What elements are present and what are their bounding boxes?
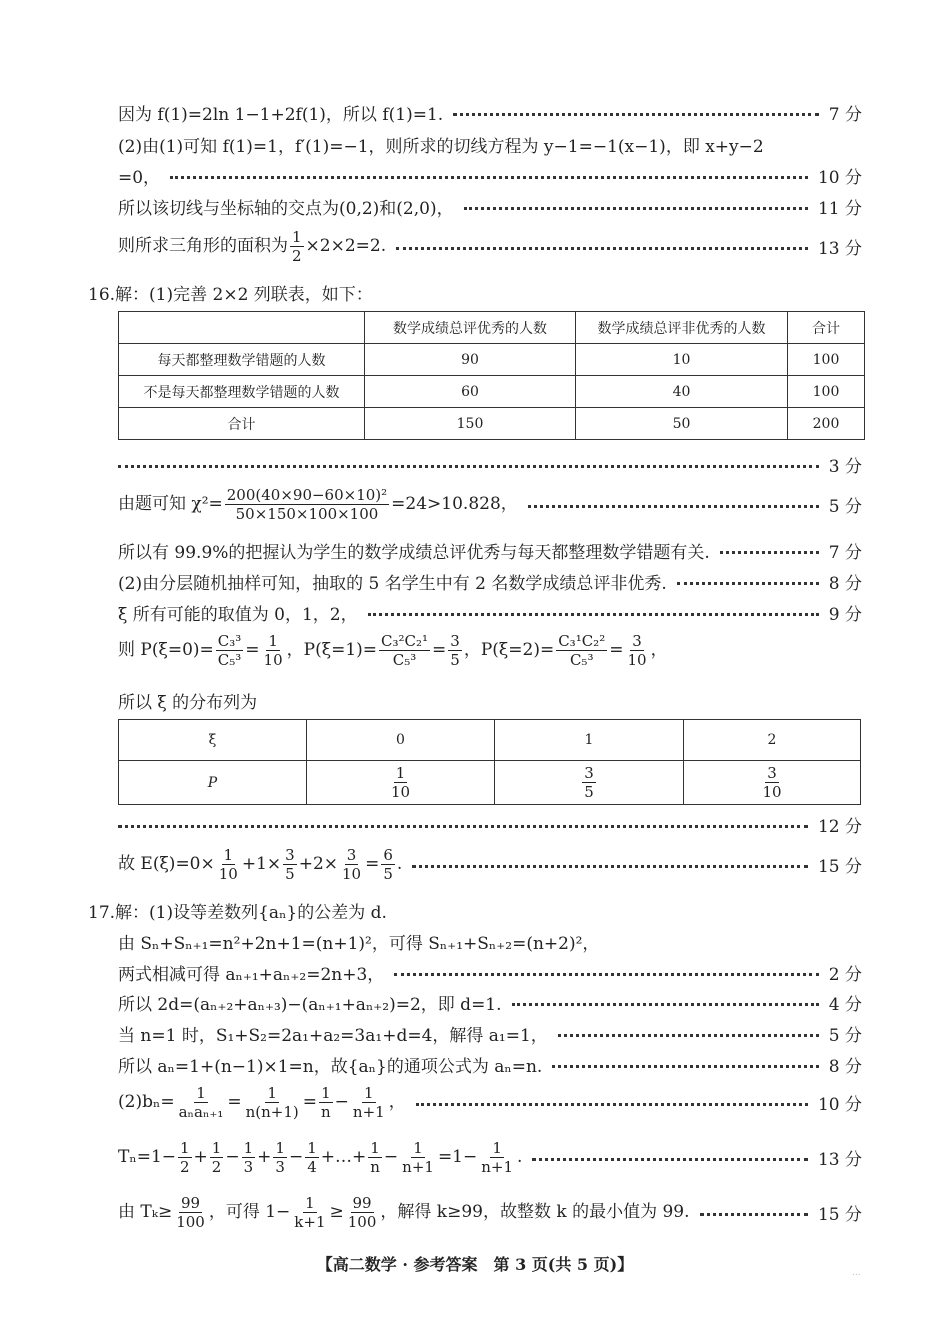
leader-dots [118,465,819,468]
score-label: 9 分 [828,605,862,625]
table-row: P $\frac{1}{10}$ $\frac{3}{5}$ $\frac{3}{10}$ [119,761,861,805]
fraction: $\frac{3}{10}$ [627,632,647,669]
fraction: $\frac{99}{100}$ [176,1194,205,1231]
score-label: 5 分 [828,497,862,517]
score-label: 7 分 [828,543,862,563]
leader-dots [720,551,819,554]
score-label: 8 分 [828,574,862,594]
answer-line: 因为 f(1)=2ln 1−1+2f(1)，所以 f(1)=1. 7 分 [118,100,862,125]
answer-line: 所以该切线与坐标轴的交点为(0,2)和(2,0)， 11 分 [118,194,862,219]
score-label: 5 分 [828,1026,862,1046]
leader-dots [453,113,819,116]
fraction: $\frac{1}{k+1}$ [294,1194,326,1231]
answer-line: 故 E(ξ)=0× $\frac{1}{10}$ +1× $\frac{3}{5}$ +2× $\frac{3}{10}$ = $\frac{6}{5}$ . 15 分 [118,846,862,883]
fraction: $\frac{\text{C₃¹C₂²}}{\text{C₅³}}$ [558,632,606,669]
fraction: $\frac{1}{10}$ [390,764,411,801]
fraction: $\frac{1}{2}$ [292,228,302,265]
fraction: $\frac{3}{5}$ [584,764,594,801]
score-label: 13 分 [817,1150,862,1170]
fraction: $\frac{1}{4}$ [307,1139,317,1176]
leader-dots [170,176,808,179]
leader-dots [412,865,808,868]
answer-line [118,812,862,837]
fraction: $\frac{1}{n(n+1)}$ [245,1084,299,1121]
fraction: $\frac{1}{3}$ [243,1139,254,1176]
score-label: 4 分 [828,995,862,1015]
fraction: $\frac{1}{\text{aₙaₙ₊₁}}$ [178,1084,224,1121]
fraction: $\frac{\text{200(40×90−60×10)²}}{50\times 150\times 100\times 100}$ [226,486,388,523]
fraction: $\frac{1}{2}$ [180,1139,190,1176]
fraction: $\frac{1}{3}$ [275,1139,285,1176]
fraction: $\frac{1}{n+1}$ [481,1139,514,1176]
answer-line: (2)由分层随机抽样可知，抽取的 5 名学生中有 2 名数学成绩总评非优秀. 8 分 [118,569,862,594]
fraction: $\frac{3}{5}$ [285,846,295,883]
leader-dots [118,825,808,828]
score-label: 2 分 [828,965,862,985]
leader-dots [394,973,818,976]
leader-dots [512,1003,819,1006]
fraction: $\frac{3}{5}$ [450,632,460,669]
answer-line [118,452,862,477]
answer-line: 由 Sₙ+Sₙ₊₁=n²+2n+1=(n+1)²，可得 Sₙ₊₁+Sₙ₊₂=(n+2)²， [118,934,600,954]
corner-mark: ... [852,1268,861,1278]
answer-line: 则 P(ξ=0)= $\frac{\text{C₃³}}{\text{C₅³}}$ = $\frac{1}{10}$ ，P(ξ=1)= $\frac{\text{C₃²C₂¹}}{\text{C₅³}}$ = $\frac{3}{5}$ ，P(ξ=2)= $\frac{\text{C₃¹C₂²}}{\text{C₅³}}$ = $\frac{3}{10}$ ， [118,632,668,669]
answer-line: 所以 ξ 的分布列为 [118,693,258,713]
leader-dots [528,505,819,508]
answer-line: 当 n=1 时，S₁+S₂=2a₁+a₂=3a₁+d=4，解得 a₁=1， 5 分 [118,1021,862,1046]
leader-dots [464,207,808,210]
score-label: 7 分 [828,105,862,125]
fraction: $\frac{99}{100}$ [347,1194,377,1231]
fraction: $\frac{1}{n+1}$ [352,1084,385,1121]
table-row: 合计 150 50 200 [119,408,865,440]
fraction: $\frac{\text{C₃²C₂¹}}{\text{C₅³}}$ [381,632,429,669]
leader-dots [700,1213,808,1216]
score-label: 12 分 [817,817,862,837]
fraction: $\frac{1}{10}$ [218,846,238,883]
answer-line: 由题可知 χ²= $\frac{\text{200(40×90−60×10)²}}{50\times 150\times 100\times 100}$ =24>10.828， 5 分 [118,486,862,523]
distribution-table [118,719,861,805]
page-footer: 【高二数学 · 参考答案 第 3 页(共 5 页)】 [316,1255,634,1274]
table-row: 不是每天都整理数学错题的人数 60 40 100 [119,376,865,408]
fraction: $\frac{1}{2}$ [211,1139,222,1176]
leader-dots [416,1103,808,1106]
leader-dots [558,1034,819,1037]
score-label: 3 分 [828,457,862,477]
table-header-row: ξ 0 1 2 [119,720,861,761]
score-label: 10 分 [817,168,862,188]
answer-line: 则所求三角形的面积为 $\frac{1}{2}$ ×2×2=2. 13 分 [118,228,862,265]
fraction: $\frac{3}{10}$ [762,764,782,801]
answer-line: 所以 aₙ=1+(n−1)×1=n，故{aₙ}的通项公式为 aₙ=n. 8 分 [118,1052,862,1077]
answer-line: 所以 2d=(aₙ₊₂+aₙ₊₃)−(aₙ₊₁+aₙ₊₂)=2，即 d=1. 4 分 [118,990,862,1015]
contingency-table [118,311,865,440]
fraction: $\frac{1}{n}$ [370,1139,380,1176]
fraction: $\frac{1}{n}$ [321,1084,331,1121]
leader-dots [677,582,819,585]
table-row: 每天都整理数学错题的人数 90 10 100 [119,344,865,376]
answer-line: Tₙ=1− $\frac{1}{2}$ + $\frac{1}{2}$ − $\frac{1}{3}$ + $\frac{1}{3}$ − $\frac{1}{4}$ +…+ $\frac{1}{n}$ − $\frac{1}{n+1}$ =1− $\frac{1}{n+1}$ . 13 分 [118,1139,862,1176]
answer-line: 由 Tₖ≥ $\frac{99}{100}$ ，可得 1− $\frac{1}{k+1}$ ≥ $\frac{99}{100}$ ，解得 k≥99，故整数 k 的最小值为 99. 15 分 [118,1194,862,1231]
score-label: 10 分 [817,1095,862,1115]
score-label: 15 分 [817,857,862,877]
answer-line: ξ 所有可能的取值为 0，1，2， 9 分 [118,600,862,625]
answer-line: (2)由(1)可知 f(1)=1，f′(1)=−1，则所求的切线方程为 y−1=−1(x−1)，即 x+y−2 [118,137,764,157]
fraction: $\frac{1}{n+1}$ [402,1139,434,1176]
score-label: 11 分 [817,199,862,219]
fraction: $\frac{1}{10}$ [263,632,283,669]
leader-dots [368,613,819,616]
fraction: $\frac{3}{10}$ [342,846,362,883]
answer-line: 两式相减可得 aₙ₊₁+aₙ₊₂=2n+3， 2 分 [118,960,862,985]
answer-line: 所以有 99.9%的把握认为学生的数学成绩总评优秀与每天都整理数学错题有关. 7 分 [118,538,862,563]
table-header-row: 数学成绩总评优秀的人数 数学成绩总评非优秀的人数 合计 [119,312,865,344]
leader-dots [552,1065,818,1068]
score-label: 8 分 [828,1057,862,1077]
fraction: $\frac{6}{5}$ [383,846,393,883]
leader-dots [532,1158,808,1161]
answer-line: =0， 10 分 [118,163,862,188]
answer-line: (2)bₙ= $\frac{1}{\text{aₙaₙ₊₁}}$ = $\frac{1}{n(n+1)}$ = $\frac{1}{n}$ − $\frac{1}{n+1}$ ， 10 分 [118,1084,862,1121]
fraction: $\frac{\text{C₃³}}{\text{C₅³}}$ [217,632,242,669]
leader-dots [396,247,808,250]
score-label: 15 分 [817,1205,862,1225]
question-heading: 16.解：(1)完善 2×2 列联表，如下： [88,285,373,305]
score-label: 13 分 [817,239,862,259]
question-heading: 17.解：(1)设等差数列{aₙ}的公差为 d. [88,903,387,923]
